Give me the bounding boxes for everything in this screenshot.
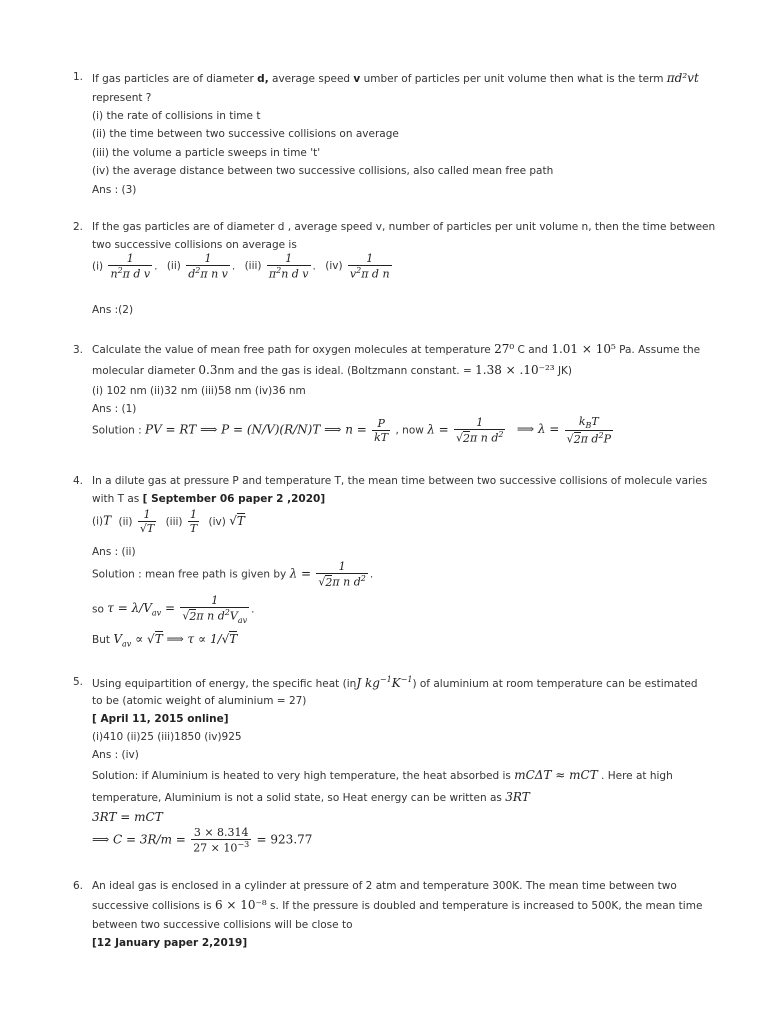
- option-1: (i) the rate of collisions in time t: [92, 110, 261, 122]
- solution: Solution: if Aluminium is heated to very high temperature, the heat absorbed is mCΔT ≈ mCT . Here at high: [92, 768, 673, 782]
- fraction: $\frac{3 \times 8.314}{27 \times 10^{-3}}$: [193, 826, 250, 855]
- answer: Ans : (ii): [92, 546, 136, 558]
- question-text-cont: successive collisions is 6 × 10⁻⁸ s. If the pressure is doubled and temperature is increased to 500K, the mean time: [92, 898, 703, 912]
- exam-reference: [ April 11, 2015 online]: [92, 713, 229, 725]
- equation: 3RT = mCT: [92, 810, 163, 824]
- answer: Ans : (3): [92, 184, 137, 196]
- question-text-cont: molecular diameter 0.3nm and the gas is ideal. (Boltzmann constant. = 1.38 × .10⁻²³ JK): [92, 363, 573, 377]
- fraction: $\frac{1}{√2\pi n d^2}$: [456, 416, 504, 445]
- question-number: 3.: [73, 344, 84, 356]
- question-text-cont: to be (atomic weight of aluminium = 27): [92, 695, 307, 707]
- options-row: (i)410 (ii)25 (iii)1850 (iv)925: [92, 731, 242, 743]
- solution-step: so $\tau = \lambda/V_{av}$ = $\frac{1}{√2\pi n d^2V_{av}}$ .: [92, 594, 255, 625]
- fraction: $\frac{1}{d^2\pi n v}$: [188, 252, 228, 281]
- question-text: In a dilute gas at pressure P and temperature T, the mean time between two successive collisions of molecule varies: [92, 475, 708, 487]
- equation: ⟹ C = 3R/m = $\frac{3 \times 8.314}{27 \times 10^{-3}}$ = 923.77: [92, 826, 313, 855]
- exam-reference: [ September 06 paper 2 ,2020]: [142, 493, 326, 505]
- math-term: πd²vt: [666, 71, 699, 85]
- answer: Ans :(2): [92, 304, 134, 316]
- solution: Solution : PV = RT ⟹ P = (N/V)(R/N)T ⟹ n = $\frac{P}{kT}$ , now λ = $\frac{1}{√2\pi n d^2}$ ⟹ λ = $\frac{k_BT}{√2\pi d^2P}$: [92, 415, 611, 446]
- option-3: (iii) the volume a particle sweeps in time 't': [92, 147, 321, 159]
- question-number: 5.: [73, 676, 84, 688]
- question-number: 4.: [73, 475, 84, 487]
- question-text-cont: represent ?: [92, 92, 152, 104]
- answer: Ans : (iv): [92, 749, 139, 761]
- question-text: Calculate the value of mean free path for oxygen molecules at temperature 27⁰ C and 1.01 × 10⁵ Pa. Assume the: [92, 342, 701, 356]
- question-number: 1.: [73, 71, 84, 83]
- fraction: $\frac{1}{√2\pi n d^2}$: [318, 560, 366, 589]
- fraction: $\frac{1}{T}$: [189, 508, 198, 535]
- question-text-cont: two successive collisions on average is: [92, 239, 297, 251]
- option-2: (ii) the time between two successive collisions on average: [92, 128, 399, 140]
- question-text: Using equipartition of energy, the specific heat (inJ $kg^{-1}K^{-1}$) of aluminium at room temperature can be estimated: [92, 675, 698, 690]
- answer: Ans : (1): [92, 403, 137, 415]
- solution-cont: temperature, Aluminium is not a solid state, so Heat energy can be written as 3RT: [92, 790, 530, 804]
- fraction: $\frac{P}{kT}$: [374, 416, 389, 444]
- options-row: (i) $\frac{1}{n^2\pi d v}$ . (ii) $\frac{1}{d^2\pi n v}$ . (iii) $\frac{1}{\pi^2n d v}$ . (iv) $\frac{1}{v^2\pi d n}$: [92, 252, 390, 281]
- question-text: An ideal gas is enclosed in a cylinder at pressure of 2 atm and temperature 300K. The mean time between two: [92, 880, 677, 892]
- question-text-cont: with T as [ September 06 paper 2 ,2020]: [92, 493, 326, 505]
- question-number: 2.: [73, 221, 84, 233]
- solution-step: But $V_{av} \propto √T$ ⟹ τ ∝ 1/√T: [92, 632, 238, 649]
- exam-reference: [12 January paper 2,2019]: [92, 937, 248, 949]
- question-text: If the gas particles are of diameter d , average speed v, number of particles per unit volume n, then the time between: [92, 221, 716, 233]
- fraction: $\frac{1}{n^2\pi d v}$: [110, 252, 151, 281]
- solution: Solution : mean free path is given by λ = $\frac{1}{√2\pi n d^2}$ .: [92, 560, 374, 589]
- fraction: $\frac{1}{√2\pi n d^2V_{av}}$: [182, 594, 248, 625]
- fraction: $\frac{1}{\pi^2n d v}$: [268, 252, 309, 281]
- question-number: 6.: [73, 880, 84, 892]
- fraction: $\frac{1}{v^2\pi d n}$: [349, 252, 390, 281]
- question-text: If gas particles are of diameter d, average speed v umber of particles per unit volume then what is the term πd²vt: [92, 71, 699, 85]
- option-4: (iv) the average distance between two successive collisions, also called mean free path: [92, 165, 554, 177]
- options-row: (i) 102 nm (ii)32 nm (iii)58 nm (iv)36 nm: [92, 385, 306, 397]
- question-text-cont: between two successive collisions will be close to: [92, 919, 353, 931]
- fraction: $\frac{1}{√T}$: [139, 508, 155, 535]
- options-row: (i)T (ii) $\frac{1}{√T}$ (iii) $\frac{1}{T}$ (iv) √T: [92, 508, 245, 535]
- fraction: $\frac{k_BT}{√2\pi d^2P}$: [566, 415, 611, 446]
